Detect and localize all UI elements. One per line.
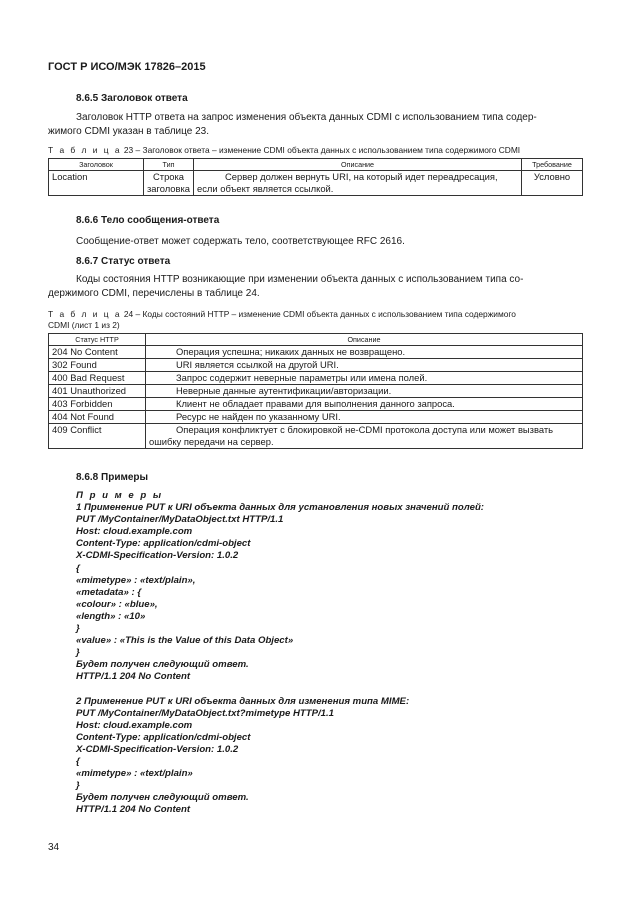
examples-block — [76, 490, 484, 816]
cell-line: заголовка — [147, 183, 191, 194]
code-line: Host: cloud.example.com — [76, 526, 193, 538]
section-heading-8-6-5: 8.6.5 Заголовок ответа — [76, 93, 188, 104]
table-header-cell: Статус HTTP — [49, 334, 146, 346]
description-cell: Неверные данные аутентификации/авторизации. — [146, 385, 583, 398]
code-line: Content-Type: application/cdmi-object — [76, 538, 251, 550]
cell-line: ошибку передачи на сервер. — [149, 436, 274, 447]
code-line: { — [76, 755, 80, 767]
table-24 — [48, 333, 583, 449]
code-line: { — [76, 562, 80, 574]
code-line: «length» : «10» — [76, 610, 146, 622]
cell-line: Операция конфликтует с блокировкой не-CDMI протокола доступа или может вызвать — [176, 424, 554, 435]
table-cell: Location — [49, 171, 144, 196]
table-caption-text: 24 – Коды состояний HTTP – изменение CDMI объекта данных с использованием типа содержимого — [121, 309, 516, 319]
table-row — [49, 359, 583, 372]
paragraph-8-6-6 — [48, 235, 582, 249]
status-cell: 401 Unauthorized — [49, 385, 146, 398]
paragraph-8-6-7 — [48, 273, 582, 301]
status-cell: 404 Not Found — [49, 411, 146, 424]
paragraph-line: жимого CDMI указан в таблице 23. — [48, 126, 209, 137]
table-cell — [194, 171, 522, 196]
code-line: «value» : «This is the Value of this Data Object» — [76, 635, 294, 647]
cell-line: Сервер должен вернуть URI, на который идет переадресация, — [225, 171, 498, 182]
status-cell: 409 Conflict — [49, 424, 146, 449]
table-caption-lead: Т а б л и ц а — [48, 309, 122, 319]
status-cell: 403 Forbidden — [49, 398, 146, 411]
table-row — [49, 346, 583, 359]
description-cell: Клиент не обладает правами для выполнения данного запроса. — [146, 398, 583, 411]
table-row — [49, 372, 583, 385]
code-line: Host: cloud.example.com — [76, 719, 193, 731]
cell-line: если объект является ссылкой. — [197, 183, 334, 194]
table-row — [49, 385, 583, 398]
section-heading-8-6-7: 8.6.7 Статус ответа — [76, 256, 171, 267]
code-line: PUT /MyContainer/MyDataObject.txt?mimetype HTTP/1.1 — [76, 707, 335, 719]
code-line: HTTP/1.1 204 No Content — [76, 671, 191, 683]
code-line: Будет получен следующий ответ. — [76, 659, 249, 671]
table-header-cell: Заголовок — [49, 159, 144, 171]
code-line: } — [76, 647, 80, 659]
table-row — [49, 398, 583, 411]
table-23-caption — [48, 145, 583, 156]
code-line: «metadata» : { — [76, 586, 142, 598]
document-header: ГОСТ Р ИСО/МЭК 17826–2015 — [48, 61, 206, 73]
code-line: Content-Type: application/cdmi-object — [76, 731, 251, 743]
code-line: X-CDMI-Specification-Version: 1.0.2 — [76, 743, 239, 755]
code-line: } — [76, 780, 80, 792]
code-line: HTTP/1.1 204 No Content — [76, 804, 191, 816]
table-cell — [144, 171, 194, 196]
paragraph-8-6-5 — [48, 111, 582, 139]
table-row — [49, 424, 583, 449]
section-heading-8-6-6: 8.6.6 Тело сообщения-ответа — [76, 215, 220, 226]
cell-line: Строка — [153, 171, 185, 182]
paragraph-line: Сообщение-ответ может содержать тело, соответствующее RFC 2616. — [76, 236, 405, 247]
example-2-title: 2 Применение PUT к URI объекта данных для изменения типа MIME: — [76, 695, 410, 707]
code-line: Будет получен следующий ответ. — [76, 792, 249, 804]
code-line: X-CDMI-Specification-Version: 1.0.2 — [76, 550, 239, 562]
code-line: «mimetype» : «text/plain» — [76, 768, 193, 780]
description-cell: URI является ссылкой на другой URI. — [146, 359, 583, 372]
table-caption-text: 23 – Заголовок ответа – изменение CDMI объекта данных с использованием типа содержимого CDMI — [121, 145, 521, 155]
table-23 — [48, 158, 583, 196]
table-header-cell: Тип — [144, 159, 194, 171]
section-heading-8-6-8: 8.6.8 Примеры — [76, 472, 149, 483]
example-1-title: 1 Применение PUT к URI объекта данных для установления новых значений полей: — [76, 502, 484, 514]
description-cell: Операция успешна; никаких данных не возвращено. — [146, 346, 583, 359]
code-line: «mimetype» : «text/plain», — [76, 574, 196, 586]
table-row — [49, 411, 583, 424]
table-header-cell: Описание — [146, 334, 583, 346]
code-line: «colour» : «blue», — [76, 598, 158, 610]
paragraph-line: держимого CDMI, перечислены в таблице 24. — [48, 288, 260, 299]
paragraph-line: Заголовок HTTP ответа на запрос изменения объекта данных CDMI с использованием типа содер- — [76, 112, 537, 123]
status-cell: 400 Bad Request — [49, 372, 146, 385]
status-cell: 204 No Content — [49, 346, 146, 359]
table-header-cell: Требование — [522, 159, 583, 171]
description-cell: Ресурс не найден по указанному URI. — [146, 411, 583, 424]
spacer — [76, 684, 484, 696]
description-cell: Запрос содержит неверные параметры или имена полей. — [146, 372, 583, 385]
description-cell — [146, 424, 583, 449]
caption-line: CDMI (лист 1 из 2) — [48, 320, 120, 330]
table-24-caption — [48, 309, 583, 331]
table-caption-lead: Т а б л и ц а — [48, 145, 122, 155]
page-number: 34 — [48, 842, 60, 853]
caption-line — [48, 309, 583, 320]
code-line: PUT /MyContainer/MyDataObject.txt HTTP/1.1 — [76, 514, 284, 526]
status-cell: 302 Found — [49, 359, 146, 372]
examples-label: П р и м е р ы — [76, 490, 164, 501]
table-cell: Условно — [522, 171, 583, 196]
table-header-cell: Описание — [194, 159, 522, 171]
paragraph-line: Коды состояния HTTP возникающие при изменении объекта данных с использованием типа со- — [76, 274, 524, 285]
code-line: } — [76, 623, 80, 635]
table-row — [49, 171, 583, 196]
